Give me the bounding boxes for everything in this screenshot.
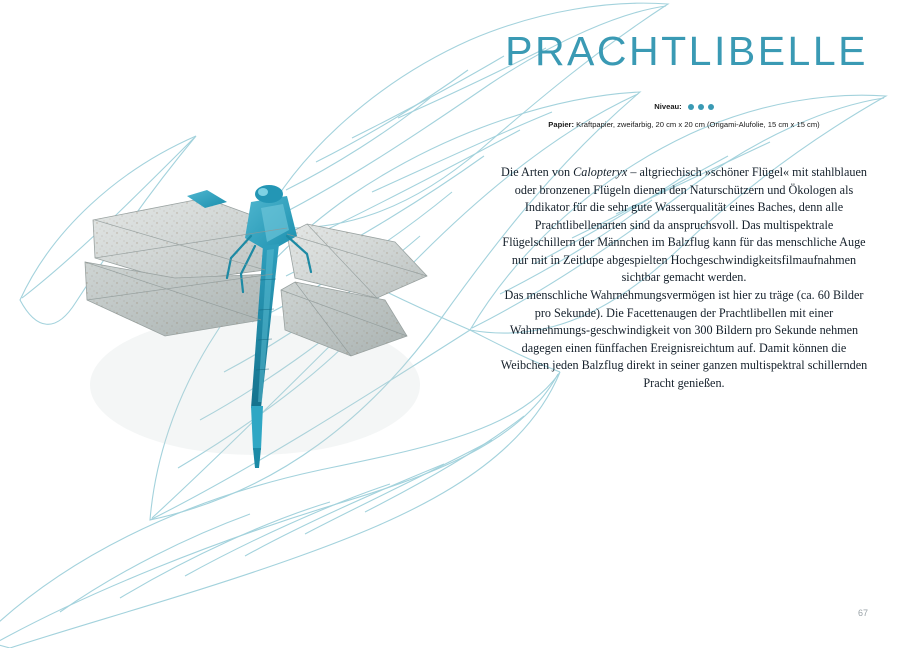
paper-value: Kraftpapier, zweifarbig, 20 cm x 20 cm (Origami-Alufolie, 15 cm x 15 cm) bbox=[576, 120, 820, 129]
level-dot-3 bbox=[708, 104, 714, 110]
level-label: Niveau: bbox=[654, 102, 682, 111]
level-dot-1 bbox=[688, 104, 694, 110]
species-name-italic: Calopteryx bbox=[573, 165, 628, 179]
paper-label: Papier: bbox=[548, 120, 575, 129]
paragraph-2: Das menschliche Wahrnehmungsvermögen ist hier zu träge (ca. 60 Bilder pro Sekunde). Die Facettenaugen der Prachtlibellen mit einer Wahrnehmungs-geschwindigkeit von 300 Bildern pro Sekunde nehmen dagegen einen fünffachen Ereignisreichtum auf. Damit können die Weibchen jeden Balzflug direkt in seiner ganzen multispektral schillernden Pracht genießen. bbox=[500, 287, 868, 390]
paper-row bbox=[500, 119, 868, 130]
body-text bbox=[500, 164, 868, 392]
article-content bbox=[500, 28, 868, 392]
page-number: 67 bbox=[857, 608, 868, 618]
page-title: PRACHTLIBELLE bbox=[505, 28, 868, 74]
level-dot-2 bbox=[698, 104, 704, 110]
level-row bbox=[500, 101, 868, 112]
paragraph-1-part-1: Die Arten von bbox=[501, 165, 574, 179]
origami-dragonfly-photo bbox=[55, 150, 475, 500]
specification-block bbox=[500, 101, 868, 130]
paragraph-1 bbox=[500, 164, 868, 287]
level-dots bbox=[688, 104, 714, 110]
paragraph-1-part-2: – altgriechisch »schöner Flügel« mit stahlblauen oder bronzenen Flügeln dienen den Naturschützern und Ökologen als Indikator für die sehr gute Wasserqualität eines Baches, denn alle Prachtlibellenarten sind da anspruchsvoll. Das multispektrale Flügelschillern der Männchen im Balzflug kann für das menschliche Auge nur mit in Zeitlupe abgespielten Hochgeschwindigkeitsfilmaufnahmen sichtbar gemacht werden. bbox=[502, 165, 867, 285]
